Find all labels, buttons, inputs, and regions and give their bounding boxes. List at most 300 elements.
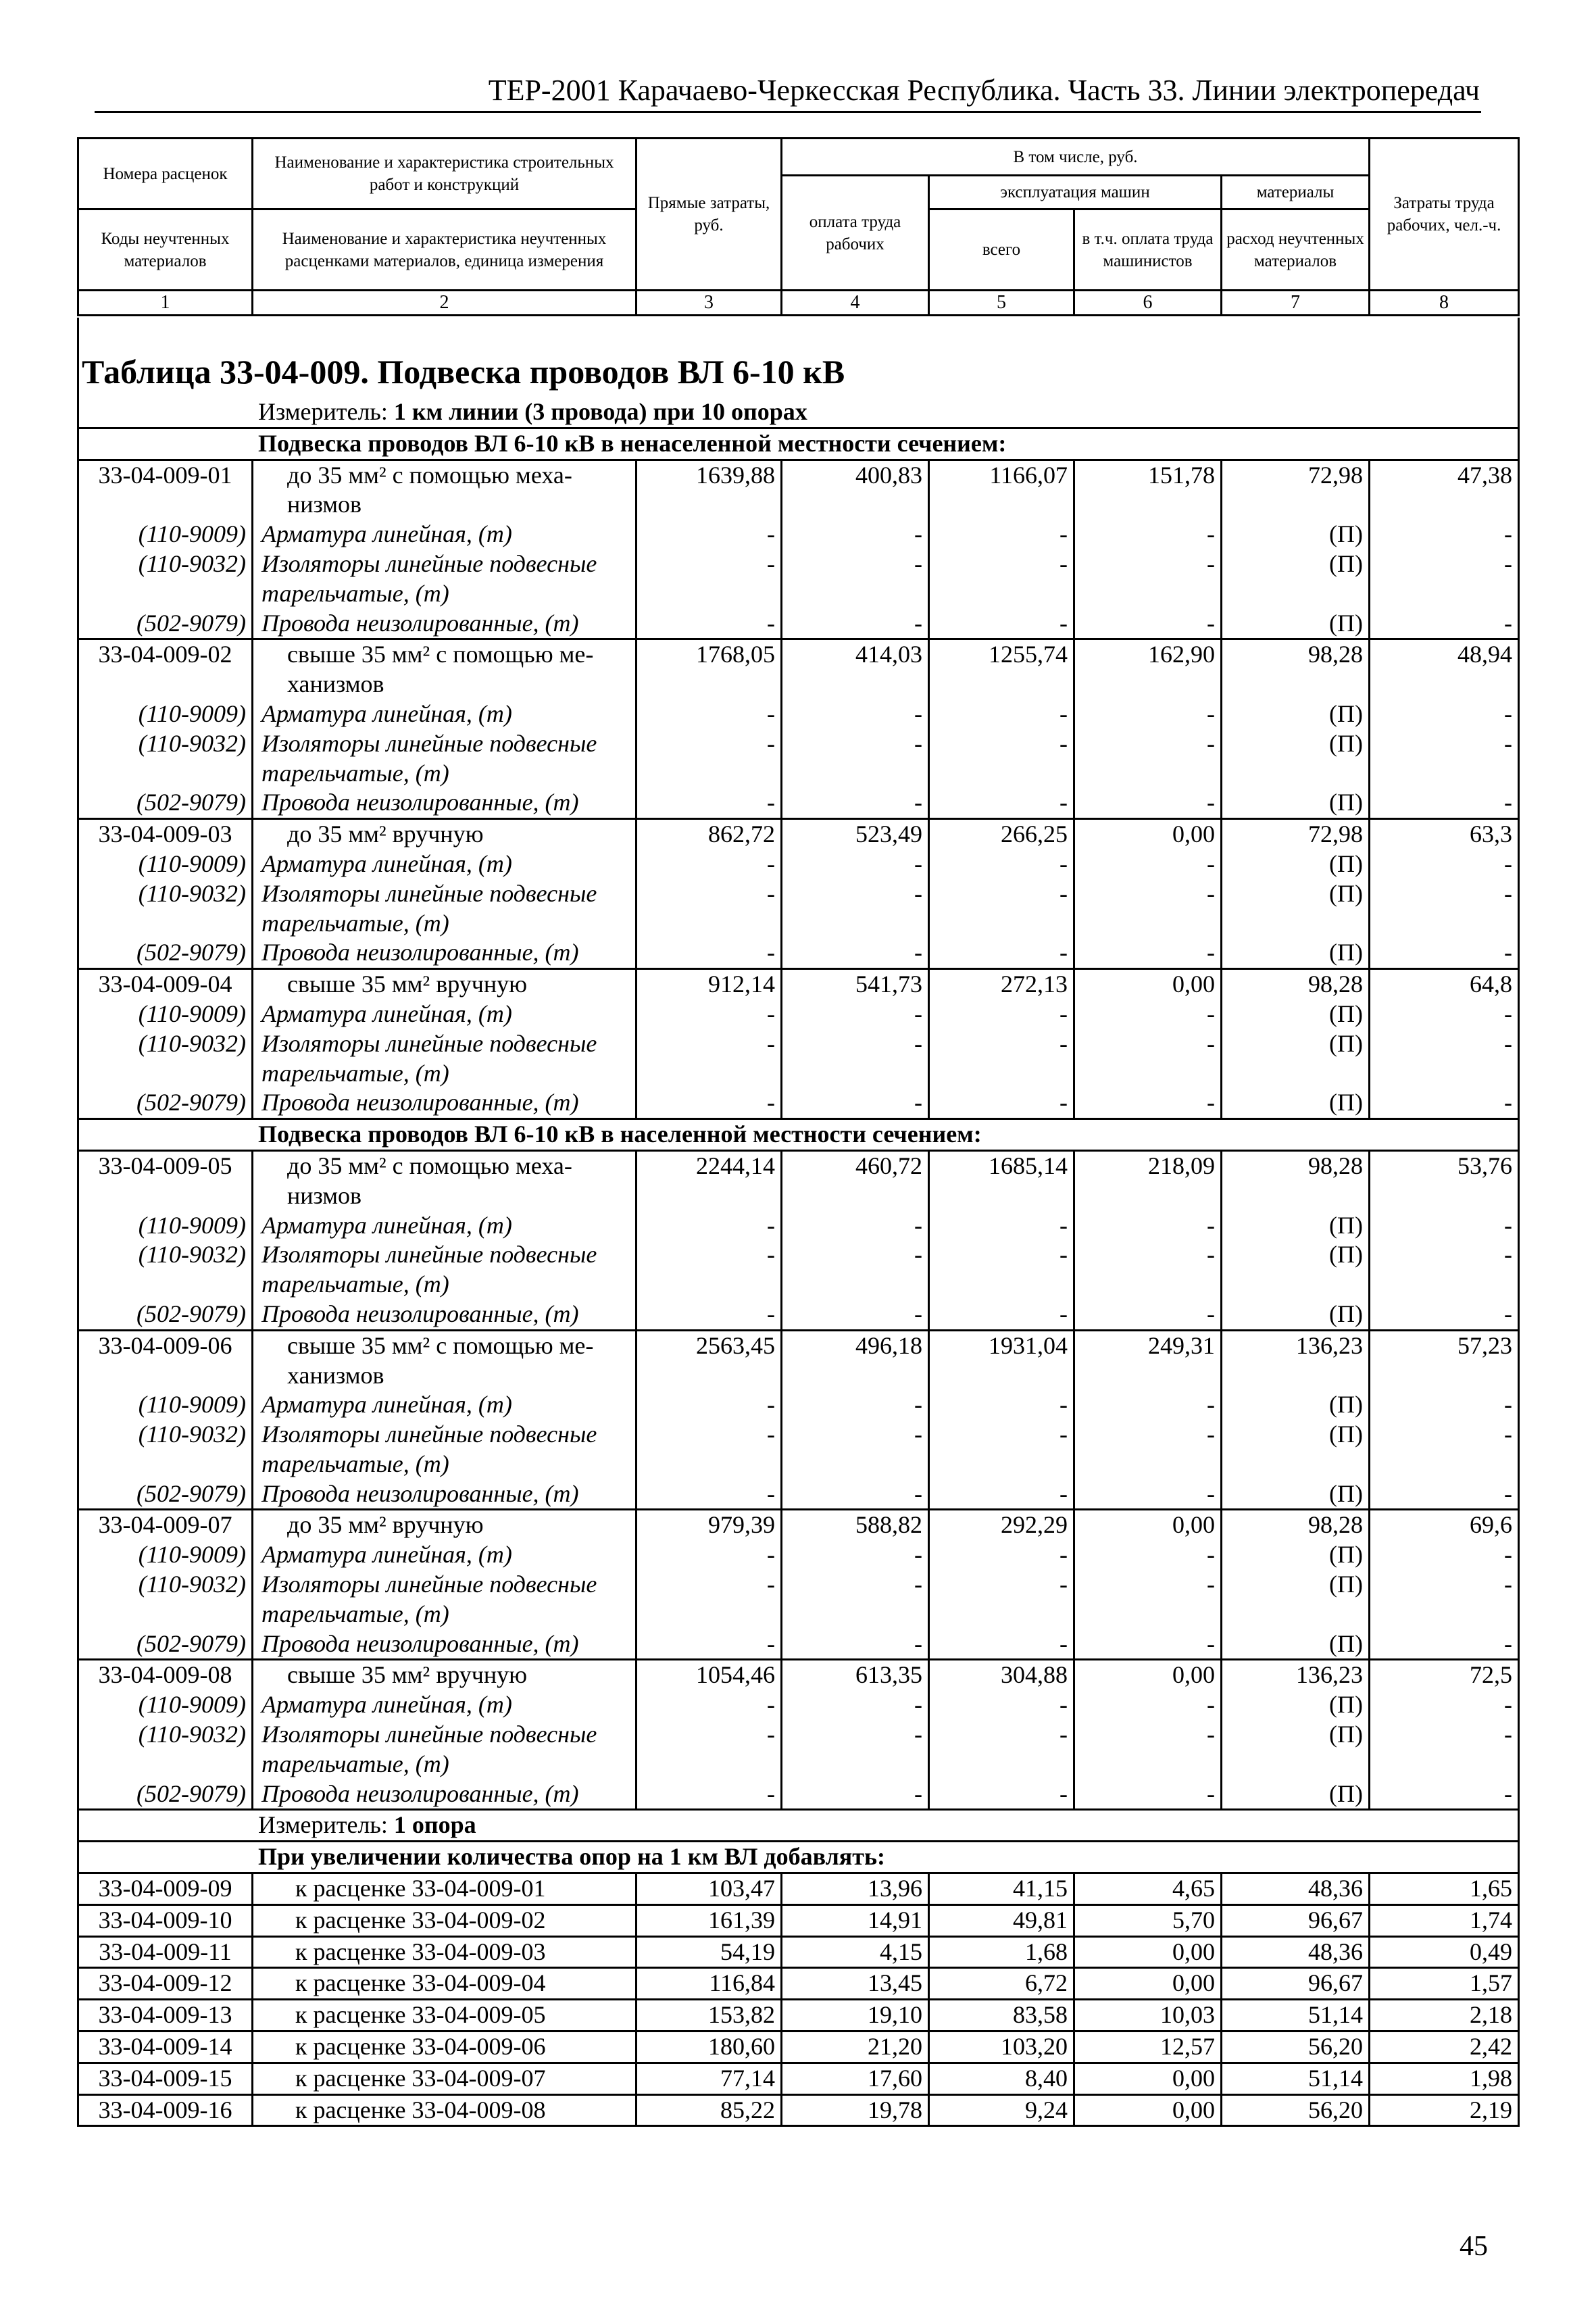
value-col3: 153,82 bbox=[637, 2000, 782, 2032]
header-materials: материалы bbox=[1222, 176, 1370, 210]
header-rate-numbers: Номера расценок bbox=[78, 139, 253, 210]
material-name: Изоляторы линейные подвесные тарельчатые, (т) bbox=[253, 879, 637, 939]
value-col3: 116,84 bbox=[637, 1968, 782, 2000]
material-code: (110-9009) bbox=[78, 1000, 253, 1029]
material-value-col3: - bbox=[637, 1479, 782, 1510]
value-col8: 48,94 bbox=[1370, 639, 1519, 699]
material-value-col5: - bbox=[929, 938, 1074, 968]
column-number: 2 bbox=[253, 291, 637, 316]
material-value-col4: - bbox=[782, 729, 929, 789]
value-col4: 613,35 bbox=[782, 1660, 929, 1690]
material-value-col6: - bbox=[1074, 1300, 1222, 1330]
rate-description: до 35 мм² с помощью меха- низмов bbox=[253, 460, 637, 520]
material-value-col5: - bbox=[929, 609, 1074, 639]
value-col6: 0,00 bbox=[1074, 1510, 1222, 1540]
material-value-col8: - bbox=[1370, 1000, 1519, 1029]
material-value-col6: - bbox=[1074, 1240, 1222, 1300]
rate-description: к расценке 33-04-009-01 bbox=[253, 1873, 637, 1905]
value-col8: 72,5 bbox=[1370, 1660, 1519, 1690]
value-col3: 77,14 bbox=[637, 2063, 782, 2094]
rate-code: 33-04-009-09 bbox=[78, 1873, 253, 1905]
material-value-col7: (П) bbox=[1222, 1000, 1370, 1029]
page-number: 45 bbox=[1460, 2231, 1488, 2262]
material-value-col7: (П) bbox=[1222, 1088, 1370, 1118]
material-value-col8: - bbox=[1370, 520, 1519, 549]
material-value-col7: (П) bbox=[1222, 729, 1370, 789]
material-value-col6: - bbox=[1074, 879, 1222, 939]
value-col4: 541,73 bbox=[782, 969, 929, 1000]
header-labor-hours: Затраты труда рабочих, чел.-ч. bbox=[1370, 139, 1519, 291]
table-row bbox=[78, 1150, 1519, 1210]
rate-description: свыше 35 мм² с помощью ме- ханизмов bbox=[253, 1330, 637, 1390]
rate-code: 33-04-009-07 bbox=[78, 1510, 253, 1540]
value-col3: 912,14 bbox=[637, 969, 782, 1000]
material-value-col6: - bbox=[1074, 1690, 1222, 1720]
rate-description: до 35 мм² вручную bbox=[253, 1510, 637, 1540]
rate-code: 33-04-009-10 bbox=[78, 1904, 253, 1936]
material-value-col3: - bbox=[637, 1029, 782, 1089]
material-code: (502-9079) bbox=[78, 1479, 253, 1510]
header-machinist-pay: в т.ч. оплата труда машинистов bbox=[1074, 210, 1222, 291]
material-value-col7: (П) bbox=[1222, 938, 1370, 968]
value-col8: 63,3 bbox=[1370, 819, 1519, 850]
material-value-col6: - bbox=[1074, 1000, 1222, 1029]
material-value-col4: - bbox=[782, 788, 929, 818]
section-title bbox=[78, 1119, 1519, 1151]
material-value-col6: - bbox=[1074, 1479, 1222, 1510]
material-value-col6: - bbox=[1074, 549, 1222, 609]
table-row bbox=[78, 1420, 1519, 1479]
value-col6: 10,03 bbox=[1074, 2000, 1222, 2032]
material-value-col5: - bbox=[929, 1240, 1074, 1300]
table-row bbox=[78, 1300, 1519, 1330]
rate-code: 33-04-009-01 bbox=[78, 460, 253, 520]
value-col6: 0,00 bbox=[1074, 1936, 1222, 1968]
material-name: Арматура линейная, (т) bbox=[253, 850, 637, 879]
material-value-col6: - bbox=[1074, 1390, 1222, 1420]
table-row bbox=[78, 1000, 1519, 1029]
material-value-col8: - bbox=[1370, 1540, 1519, 1570]
value-col3: 180,60 bbox=[637, 2032, 782, 2063]
value-col7: 136,23 bbox=[1222, 1330, 1370, 1390]
material-value-col6: - bbox=[1074, 1420, 1222, 1479]
table-row bbox=[78, 1904, 1519, 1936]
header-material-names: Наименование и характеристика неучтенных расценками материалов, единица измерения bbox=[253, 210, 637, 291]
value-col5: 272,13 bbox=[929, 969, 1074, 1000]
rate-code: 33-04-009-13 bbox=[78, 2000, 253, 2032]
material-name: Изоляторы линейные подвесные тарельчатые, (т) bbox=[253, 729, 637, 789]
value-col7: 56,20 bbox=[1222, 2032, 1370, 2063]
value-col4: 4,15 bbox=[782, 1936, 929, 1968]
value-col4: 588,82 bbox=[782, 1510, 929, 1540]
value-col3: 1639,88 bbox=[637, 460, 782, 520]
material-value-col8: - bbox=[1370, 699, 1519, 729]
value-col7: 56,20 bbox=[1222, 2094, 1370, 2126]
rate-code: 33-04-009-03 bbox=[78, 819, 253, 850]
material-value-col6: - bbox=[1074, 520, 1222, 549]
value-col3: 2563,45 bbox=[637, 1330, 782, 1390]
material-value-col8: - bbox=[1370, 549, 1519, 609]
column-number: 3 bbox=[637, 291, 782, 316]
material-value-col4: - bbox=[782, 549, 929, 609]
material-value-col4: - bbox=[782, 1300, 929, 1330]
measure-unit bbox=[78, 397, 1519, 428]
table-row bbox=[78, 1660, 1519, 1690]
table-row bbox=[78, 2000, 1519, 2032]
material-name: Изоляторы линейные подвесные тарельчатые, (т) bbox=[253, 1029, 637, 1089]
material-code: (110-9009) bbox=[78, 1211, 253, 1241]
material-value-col5: - bbox=[929, 1540, 1074, 1570]
value-col8: 1,57 bbox=[1370, 1968, 1519, 2000]
rate-code: 33-04-009-11 bbox=[78, 1936, 253, 1968]
material-value-col3: - bbox=[637, 1240, 782, 1300]
rate-code: 33-04-009-08 bbox=[78, 1660, 253, 1690]
material-value-col7: (П) bbox=[1222, 1240, 1370, 1300]
material-code: (110-9009) bbox=[78, 1390, 253, 1420]
rate-description: к расценке 33-04-009-08 bbox=[253, 2094, 637, 2126]
table-row bbox=[78, 1479, 1519, 1510]
material-value-col7: (П) bbox=[1222, 1720, 1370, 1779]
extra-title-text: При увеличении количества опор на 1 км ВЛ добавлять: bbox=[258, 1843, 885, 1871]
material-value-col3: - bbox=[637, 850, 782, 879]
value-col7: 98,28 bbox=[1222, 969, 1370, 1000]
measure-unit bbox=[78, 1810, 1519, 1842]
material-value-col6: - bbox=[1074, 1029, 1222, 1089]
material-code: (110-9032) bbox=[78, 549, 253, 609]
value-col5: 1166,07 bbox=[929, 460, 1074, 520]
table-row bbox=[78, 2032, 1519, 2063]
value-col3: 2244,14 bbox=[637, 1150, 782, 1210]
material-value-col6: - bbox=[1074, 729, 1222, 789]
value-col5: 1931,04 bbox=[929, 1330, 1074, 1390]
column-number: 5 bbox=[929, 291, 1074, 316]
material-value-col4: - bbox=[782, 609, 929, 639]
rate-code: 33-04-009-14 bbox=[78, 2032, 253, 2063]
value-col4: 14,91 bbox=[782, 1904, 929, 1936]
material-value-col7: (П) bbox=[1222, 1540, 1370, 1570]
value-col4: 496,18 bbox=[782, 1330, 929, 1390]
header-material-consumption: расход неучтенных материалов bbox=[1222, 210, 1370, 291]
table-row bbox=[78, 549, 1519, 609]
value-col3: 103,47 bbox=[637, 1873, 782, 1905]
material-name: Провода неизолированные, (т) bbox=[253, 1779, 637, 1810]
material-value-col7: (П) bbox=[1222, 1629, 1370, 1660]
material-value-col8: - bbox=[1370, 1420, 1519, 1479]
material-value-col8: - bbox=[1370, 788, 1519, 818]
value-col3: 161,39 bbox=[637, 1904, 782, 1936]
table-header bbox=[77, 137, 1520, 316]
material-value-col8: - bbox=[1370, 879, 1519, 939]
material-value-col3: - bbox=[637, 1390, 782, 1420]
value-col5: 83,58 bbox=[929, 2000, 1074, 2032]
material-value-col8: - bbox=[1370, 1629, 1519, 1660]
material-value-col7: (П) bbox=[1222, 1779, 1370, 1810]
value-col3: 1054,46 bbox=[637, 1660, 782, 1690]
value-col6: 4,65 bbox=[1074, 1873, 1222, 1905]
table-row bbox=[78, 1119, 1519, 1151]
material-value-col8: - bbox=[1370, 1240, 1519, 1300]
material-code: (110-9009) bbox=[78, 699, 253, 729]
value-col4: 19,10 bbox=[782, 2000, 929, 2032]
header-machines: эксплуатация машин bbox=[929, 176, 1222, 210]
header-including: В том числе, руб. bbox=[782, 139, 1370, 176]
material-value-col3: - bbox=[637, 549, 782, 609]
material-code: (502-9079) bbox=[78, 1300, 253, 1330]
material-value-col7: (П) bbox=[1222, 788, 1370, 818]
table-row bbox=[78, 1810, 1519, 1842]
value-col5: 49,81 bbox=[929, 1904, 1074, 1936]
table-row bbox=[78, 1540, 1519, 1570]
value-col7: 96,67 bbox=[1222, 1968, 1370, 2000]
material-value-col4: - bbox=[782, 1088, 929, 1118]
material-code: (502-9079) bbox=[78, 1629, 253, 1660]
measure-label: Измеритель: bbox=[258, 398, 394, 425]
running-header: ТЕР-2001 Карачаево-Черкесская Республика. Часть 33. Линии электропередач bbox=[488, 74, 1480, 107]
material-name: Арматура линейная, (т) bbox=[253, 1390, 637, 1420]
material-value-col3: - bbox=[637, 1420, 782, 1479]
material-value-col6: - bbox=[1074, 788, 1222, 818]
material-name: Арматура линейная, (т) bbox=[253, 1211, 637, 1241]
material-value-col3: - bbox=[637, 1088, 782, 1118]
material-code: (110-9032) bbox=[78, 879, 253, 939]
material-code: (110-9032) bbox=[78, 1720, 253, 1779]
rates-table bbox=[77, 318, 1520, 2127]
material-value-col6: - bbox=[1074, 1629, 1222, 1660]
material-value-col5: - bbox=[929, 1420, 1074, 1479]
material-value-col3: - bbox=[637, 879, 782, 939]
value-col8: 2,18 bbox=[1370, 2000, 1519, 2032]
value-col6: 151,78 bbox=[1074, 460, 1222, 520]
table-row bbox=[78, 2063, 1519, 2094]
material-value-col7: (П) bbox=[1222, 549, 1370, 609]
material-code: (110-9032) bbox=[78, 1420, 253, 1479]
material-value-col4: - bbox=[782, 1720, 929, 1779]
material-name: Изоляторы линейные подвесные тарельчатые, (т) bbox=[253, 1720, 637, 1779]
table-row bbox=[78, 1968, 1519, 2000]
table-row bbox=[78, 1029, 1519, 1089]
material-value-col6: - bbox=[1074, 1540, 1222, 1570]
material-value-col5: - bbox=[929, 879, 1074, 939]
value-col4: 17,60 bbox=[782, 2063, 929, 2094]
value-col3: 54,19 bbox=[637, 1936, 782, 1968]
rate-code: 33-04-009-05 bbox=[78, 1150, 253, 1210]
table-title: Таблица 33-04-009. Подвеска проводов ВЛ 6-10 кВ bbox=[78, 318, 1519, 397]
material-value-col4: - bbox=[782, 1479, 929, 1510]
rate-description: к расценке 33-04-009-02 bbox=[253, 1904, 637, 1936]
material-value-col5: - bbox=[929, 1088, 1074, 1118]
table-row bbox=[78, 318, 1519, 397]
column-number: 7 bbox=[1222, 291, 1370, 316]
material-value-col5: - bbox=[929, 1029, 1074, 1089]
value-col4: 523,49 bbox=[782, 819, 929, 850]
table-row bbox=[78, 969, 1519, 1000]
table-row bbox=[78, 788, 1519, 818]
material-name: Провода неизолированные, (т) bbox=[253, 1479, 637, 1510]
value-col4: 400,83 bbox=[782, 460, 929, 520]
material-code: (110-9032) bbox=[78, 1240, 253, 1300]
value-col6: 0,00 bbox=[1074, 819, 1222, 850]
material-code: (110-9032) bbox=[78, 1570, 253, 1629]
material-name: Арматура линейная, (т) bbox=[253, 1690, 637, 1720]
measure-value: 1 опора bbox=[393, 1811, 476, 1839]
material-value-col5: - bbox=[929, 1570, 1074, 1629]
header-material-codes: Коды неучтенных материалов bbox=[78, 210, 253, 291]
section-title-text: Подвеска проводов ВЛ 6-10 кВ в населенной местности сечением: bbox=[258, 1121, 982, 1148]
rate-code: 33-04-009-06 bbox=[78, 1330, 253, 1390]
rate-code: 33-04-009-12 bbox=[78, 1968, 253, 2000]
material-code: (110-9009) bbox=[78, 1690, 253, 1720]
material-name: Изоляторы линейные подвесные тарельчатые, (т) bbox=[253, 1420, 637, 1479]
value-col4: 21,20 bbox=[782, 2032, 929, 2063]
header-machines-total: всего bbox=[929, 210, 1074, 291]
material-value-col4: - bbox=[782, 1540, 929, 1570]
material-value-col7: (П) bbox=[1222, 1479, 1370, 1510]
table-row bbox=[78, 428, 1519, 460]
material-value-col6: - bbox=[1074, 1211, 1222, 1241]
material-code: (110-9009) bbox=[78, 520, 253, 549]
material-value-col8: - bbox=[1370, 729, 1519, 789]
table-row bbox=[78, 1720, 1519, 1779]
header-direct-costs: Прямые затраты, руб. bbox=[637, 139, 782, 291]
material-value-col3: - bbox=[637, 1720, 782, 1779]
material-code: (502-9079) bbox=[78, 1779, 253, 1810]
material-value-col5: - bbox=[929, 699, 1074, 729]
material-value-col8: - bbox=[1370, 1720, 1519, 1779]
material-code: (110-9009) bbox=[78, 850, 253, 879]
value-col8: 1,74 bbox=[1370, 1904, 1519, 1936]
material-name: Арматура линейная, (т) bbox=[253, 699, 637, 729]
material-value-col3: - bbox=[637, 609, 782, 639]
material-name: Провода неизолированные, (т) bbox=[253, 609, 637, 639]
value-col4: 19,78 bbox=[782, 2094, 929, 2126]
material-name: Провода неизолированные, (т) bbox=[253, 938, 637, 968]
value-col6: 0,00 bbox=[1074, 1968, 1222, 2000]
material-value-col7: (П) bbox=[1222, 699, 1370, 729]
material-value-col8: - bbox=[1370, 938, 1519, 968]
material-value-col4: - bbox=[782, 1240, 929, 1300]
material-value-col8: - bbox=[1370, 1029, 1519, 1089]
rate-description: до 35 мм² с помощью меха- низмов bbox=[253, 1150, 637, 1210]
material-value-col8: - bbox=[1370, 1690, 1519, 1720]
value-col8: 64,8 bbox=[1370, 969, 1519, 1000]
value-col5: 9,24 bbox=[929, 2094, 1074, 2126]
material-value-col3: - bbox=[637, 788, 782, 818]
material-code: (502-9079) bbox=[78, 938, 253, 968]
value-col7: 136,23 bbox=[1222, 1660, 1370, 1690]
material-name: Арматура линейная, (т) bbox=[253, 1540, 637, 1570]
material-value-col8: - bbox=[1370, 1211, 1519, 1241]
material-name: Арматура линейная, (т) bbox=[253, 520, 637, 549]
material-code: (502-9079) bbox=[78, 609, 253, 639]
value-col6: 249,31 bbox=[1074, 1330, 1222, 1390]
value-col4: 460,72 bbox=[782, 1150, 929, 1210]
column-number: 8 bbox=[1370, 291, 1519, 316]
table-row bbox=[78, 1779, 1519, 1810]
material-value-col3: - bbox=[637, 729, 782, 789]
column-number: 1 bbox=[78, 291, 253, 316]
value-col6: 218,09 bbox=[1074, 1150, 1222, 1210]
material-value-col8: - bbox=[1370, 1479, 1519, 1510]
value-col3: 85,22 bbox=[637, 2094, 782, 2126]
material-value-col6: - bbox=[1074, 1720, 1222, 1779]
material-value-col6: - bbox=[1074, 1779, 1222, 1810]
material-value-col3: - bbox=[637, 699, 782, 729]
material-value-col5: - bbox=[929, 1779, 1074, 1810]
material-code: (110-9009) bbox=[78, 1540, 253, 1570]
material-value-col4: - bbox=[782, 1629, 929, 1660]
material-value-col3: - bbox=[637, 1690, 782, 1720]
table-row bbox=[78, 819, 1519, 850]
rate-code: 33-04-009-02 bbox=[78, 639, 253, 699]
material-value-col3: - bbox=[637, 1540, 782, 1570]
value-col5: 304,88 bbox=[929, 1660, 1074, 1690]
material-value-col7: (П) bbox=[1222, 609, 1370, 639]
value-col5: 103,20 bbox=[929, 2032, 1074, 2063]
material-value-col4: - bbox=[782, 520, 929, 549]
material-value-col3: - bbox=[637, 1000, 782, 1029]
value-col5: 1685,14 bbox=[929, 1150, 1074, 1210]
material-value-col4: - bbox=[782, 1420, 929, 1479]
rate-description: к расценке 33-04-009-07 bbox=[253, 2063, 637, 2094]
material-value-col5: - bbox=[929, 1000, 1074, 1029]
header-rule bbox=[95, 111, 1481, 113]
material-value-col3: - bbox=[637, 1779, 782, 1810]
material-value-col6: - bbox=[1074, 938, 1222, 968]
value-col3: 862,72 bbox=[637, 819, 782, 850]
value-col3: 1768,05 bbox=[637, 639, 782, 699]
material-value-col5: - bbox=[929, 788, 1074, 818]
value-col8: 47,38 bbox=[1370, 460, 1519, 520]
table-row bbox=[78, 1510, 1519, 1540]
table-row bbox=[78, 639, 1519, 699]
value-col7: 72,98 bbox=[1222, 460, 1370, 520]
value-col7: 98,28 bbox=[1222, 1510, 1370, 1540]
material-value-col4: - bbox=[782, 1000, 929, 1029]
table-row bbox=[78, 1330, 1519, 1390]
value-col8: 53,76 bbox=[1370, 1150, 1519, 1210]
rate-description: свыше 35 мм² вручную bbox=[253, 1660, 637, 1690]
material-name: Провода неизолированные, (т) bbox=[253, 788, 637, 818]
value-col4: 13,96 bbox=[782, 1873, 929, 1905]
material-value-col4: - bbox=[782, 1779, 929, 1810]
material-name: Провода неизолированные, (т) bbox=[253, 1300, 637, 1330]
material-value-col7: (П) bbox=[1222, 1420, 1370, 1479]
value-col7: 98,28 bbox=[1222, 639, 1370, 699]
material-value-col6: - bbox=[1074, 609, 1222, 639]
material-value-col4: - bbox=[782, 699, 929, 729]
material-code: (110-9032) bbox=[78, 729, 253, 789]
material-value-col4: - bbox=[782, 1029, 929, 1089]
material-value-col7: (П) bbox=[1222, 1390, 1370, 1420]
material-value-col3: - bbox=[637, 1211, 782, 1241]
header-worker-pay: оплата труда рабочих bbox=[782, 176, 929, 291]
value-col4: 414,03 bbox=[782, 639, 929, 699]
material-value-col8: - bbox=[1370, 1779, 1519, 1810]
material-name: Арматура линейная, (т) bbox=[253, 1000, 637, 1029]
table-row bbox=[78, 699, 1519, 729]
material-value-col8: - bbox=[1370, 1300, 1519, 1330]
table-row bbox=[78, 1842, 1519, 1873]
table-row bbox=[78, 1873, 1519, 1905]
value-col3: 979,39 bbox=[637, 1510, 782, 1540]
value-col7: 96,67 bbox=[1222, 1904, 1370, 1936]
value-col7: 72,98 bbox=[1222, 819, 1370, 850]
material-name: Провода неизолированные, (т) bbox=[253, 1088, 637, 1118]
column-number: 4 bbox=[782, 291, 929, 316]
value-col7: 48,36 bbox=[1222, 1873, 1370, 1905]
material-value-col7: (П) bbox=[1222, 850, 1370, 879]
table-row bbox=[78, 609, 1519, 639]
